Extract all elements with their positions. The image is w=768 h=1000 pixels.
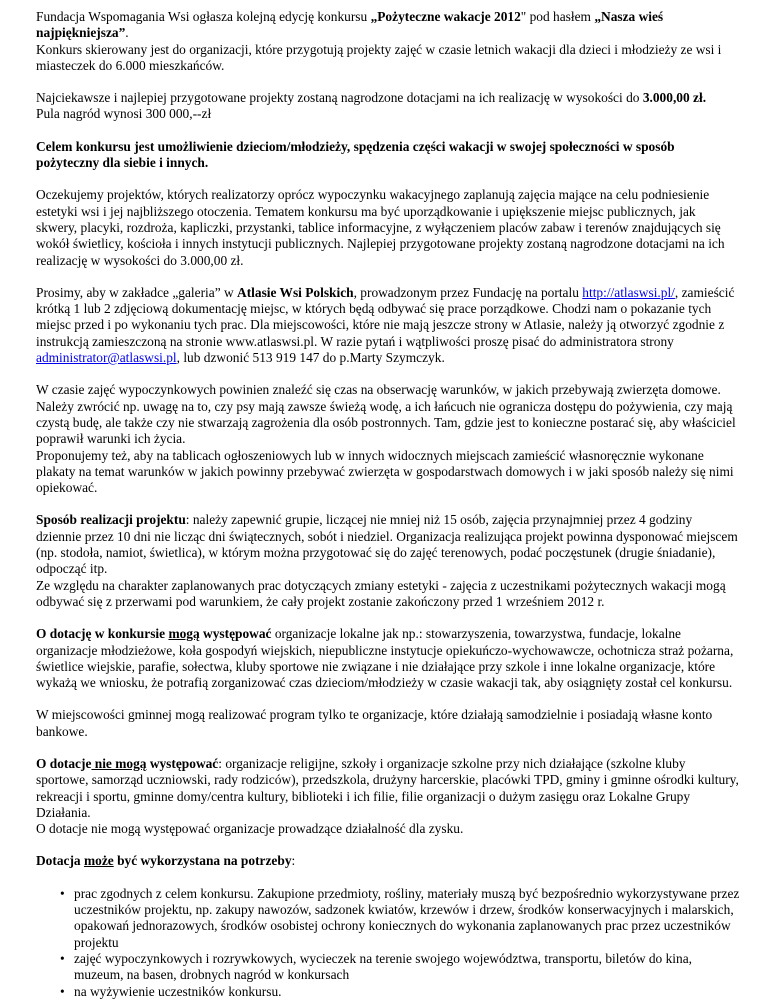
usage-heading xyxy=(36,853,292,868)
list-item: • na wyżywienie uczestników konkursu. xyxy=(60,984,740,1000)
prize-amount: 3.000,00 zł. xyxy=(642,90,707,106)
intro-text: . xyxy=(125,25,129,41)
eligible-heading-text: O dotację w konkursie xyxy=(36,626,169,642)
admin-email-link[interactable]: administrator@atlaswsi.pl xyxy=(36,350,177,366)
ineligible-heading-text: występować xyxy=(146,755,219,771)
goal-text: Celem konkursu jest umożliwienie dzieciom/młodzieży, spędzenia części wakacji w swojej społeczności w sposób pożyteczny dla siebie i innych. xyxy=(36,138,675,171)
intro-paragraph xyxy=(36,9,740,74)
animals-text: W czasie zajęć wypoczynkowych powinien znaleźć się czas na obserwację warunków, w jakich przebywają zwierzęta domowe. Należy zwrócić np. uwagę na to, czy psy mają zawsze świeżą wodę, a ich łańcuch nie ogranicza dostępu do pożywienia, czy mają czystą budę, ale także czy nie stwarzają zagrożenia dla osób postronnych. Tam, gdzie jest to konieczne postarać się, aby właściciel poprawił warunki ich życia. xyxy=(36,382,736,447)
gallery-text: Prosimy, aby w zakładce „galeria” w xyxy=(36,284,238,300)
contest-slogan: „Nasza wieś najpiękniejsza” xyxy=(36,9,664,41)
intro-text: Fundacja Wspomagania Wsi ogłasza kolejną edycję konkursu xyxy=(36,9,371,24)
eligible-heading-text: występować xyxy=(199,626,272,642)
usage-paragraph xyxy=(36,853,740,869)
ineligible-paragraph xyxy=(36,756,740,837)
eligible-paragraph xyxy=(36,626,740,691)
ineligible-heading-text: O dotacje xyxy=(36,755,92,771)
prize-text: Najciekawsze i najlepiej przygotowane projekty zostaną nagrodzone dotacjami na ich realizację w wysokości do xyxy=(36,90,643,106)
usage-heading-text: Dotacja xyxy=(36,853,84,869)
intro-audience: Konkurs skierowany jest do organizacji, które przygotują projekty zajęć w czasie letnich wakacji dla dzieci i młodzieży ze wsi i miasteczek do 6.000 mieszkańców. xyxy=(36,41,722,73)
gallery-paragraph xyxy=(36,285,740,366)
gallery-text: , zamieścić krótką 1 lub 2 zdjęciową dokumentację miejsc, w których będą odbywać się prace porządkowe. Chodzi nam o pokazanie tych miejsc przed i po wykonaniu tych prac. Dla miejscowości, które nie mają jeszcze strony w Atlasie, należy ją otworzyć zgodnie z instrukcją zamieszczoną na stronie www.atlaswsi.pl. W razie pytań i wątpliwości proszę pisać do administratora strony xyxy=(36,284,735,349)
prize-paragraph xyxy=(36,90,740,123)
usage-heading-text: być wykorzystana na potrzeby xyxy=(113,853,292,869)
municipal-paragraph: W miejscowości gminnej mogą realizować program tylko te organizacje, które działają samodzielnie i posiadają własne konto bankowe. xyxy=(36,707,713,739)
atlas-link[interactable]: http://atlaswsi.pl/ xyxy=(582,284,675,300)
contest-title: „Pożyteczne wakacje 2012 xyxy=(370,9,521,24)
goal-paragraph xyxy=(36,139,740,172)
expectations-paragraph: Oczekujemy projektów, których realizatorzy oprócz wypoczynku wakacyjnego zaplanują zajęcia mające na celu podniesienie estetyki wsi i jej najbliższego otoczenia. Tematem konkursu ma być uporządkowanie i upiększenie miejsc publicznych, jak skwery, placyki, rozdroża, kapliczki, przystanki, tablice informacyjne, z wyłączeniem placów zabaw i terenów znajdujących się wokół świetlicy, kościoła i innych instytucji publicznych. Najlepiej przygotowane projekty zostaną nagrodzone dotacjami na ich realizację w wysokości do 3.000,00 zł. xyxy=(36,187,725,268)
method-paragraph xyxy=(36,512,740,610)
prize-pool: Pula nagród wynosi 300 000,--zł xyxy=(36,106,212,122)
eligible-heading-underlined: mogą xyxy=(168,626,200,642)
list-item: • prac zgodnych z celem konkursu. Zakupione przedmioty, rośliny, materiały muszą być bezpośrednio wykorzystywane przez uczestników projektu, np. zakupy nawozów, sadzonek kwiatów, krzewów i drzew, środków konserwacyjnych i malarskich, opakowań jednorazowych, środków osobistej ochrony koniecznych do wykonania zaplanowanych prac przez uczestników projektu xyxy=(60,886,740,951)
usage-colon: : xyxy=(291,853,296,869)
method-note: Ze względu na charakter zaplanowanych prac dotyczących zmiany estetyki - zajęcia z uczestnikami pożytecznych wakacji mogą odbywać się z przerwami pod warunkiem, że cały projekt zostanie zakończony przed 1 wrześniem 2012 r. xyxy=(36,577,726,609)
gallery-text: , prowadzonym przez Fundację na portalu xyxy=(353,284,583,300)
ineligible-heading-underlined: nie mogą xyxy=(91,755,147,771)
eligible-text: organizacje lokalne jak np.: stowarzyszenia, towarzystwa, fundacje, lokalne organizacje młodzieżowe, koła gospodyń wiejskich, niepubliczne instytucje opiekuńczo-wychowawcze, ochotnicza straż pożarna, świetlice wiejskie, parafie, sołectwa, kluby sportowe nie związane i nie działające przy szkole i inne lokalne organizacje, które wykażą we wniosku, że potrafią zorganizować czas dzieciom/młodzieży w czasie wakacji tak, aby osiągnięty został cel konkursu. xyxy=(36,626,734,691)
eligible-heading xyxy=(36,626,271,641)
method-heading: Sposób realizacji projektu xyxy=(36,512,186,528)
posters-text: Proponujemy też, aby na tablicach ogłoszeniowych lub w innych widocznych miejscach zamieścić własnoręcznie wykonane plakaty na temat warunków w jakich powinny przebywać zwierzęta w gospodarstwach domowych i w jaki sposób należy się nimi opiekować. xyxy=(36,447,734,496)
ineligible-profit-note: O dotacje nie mogą występować organizacje prowadzące działalność dla zysku. xyxy=(36,821,464,837)
method-text: : należy zapewnić grupie, liczącej nie mniej niż 15 osób, zajęcia przynajmniej przez 4 godziny dziennie przez 10 dni nie licząc dni świątecznych, sobót i niedziel. Organizacja realizująca projekt powinna dysponować miejscem (np. stodoła, namiot, świetlica), w którym można przygotować się do zajęć terenowych, podać poczęstunek (drugie śniadanie), odpocząć itp. xyxy=(36,512,738,577)
list-item: • zajęć wypoczynkowych i rozrywkowych, wycieczek na terenie swojego województwa, transportu, biletów do kina, muzeum, na basen, drobnych nagród w konkursach xyxy=(60,951,740,984)
gallery-text: , lub dzwonić 513 919 147 do p.Marty Szymczyk. xyxy=(176,350,445,366)
intro-text: " pod hasłem xyxy=(520,9,595,24)
ineligible-heading xyxy=(36,756,218,771)
atlas-name: Atlasie Wsi Polskich xyxy=(237,284,354,300)
usage-heading-underlined: może xyxy=(83,853,114,869)
usage-list xyxy=(36,886,740,1000)
animals-paragraph xyxy=(36,382,740,496)
ineligible-text: : organizacje religijne, szkoły i organizacje szkolne przy nich działające (szkolne kluby sportowe, samorząd uczniowski, rady rodziców), przedszkola, drużyny harcerskie, placówki TPD, gminy i gminne ośrodki kultury, rekreacji i sportu, gminne domy/centra kultury, biblioteki i ich filie, filie organizacji o dużym zasięgu oraz Lokalne Grupy Działania. xyxy=(36,755,739,820)
